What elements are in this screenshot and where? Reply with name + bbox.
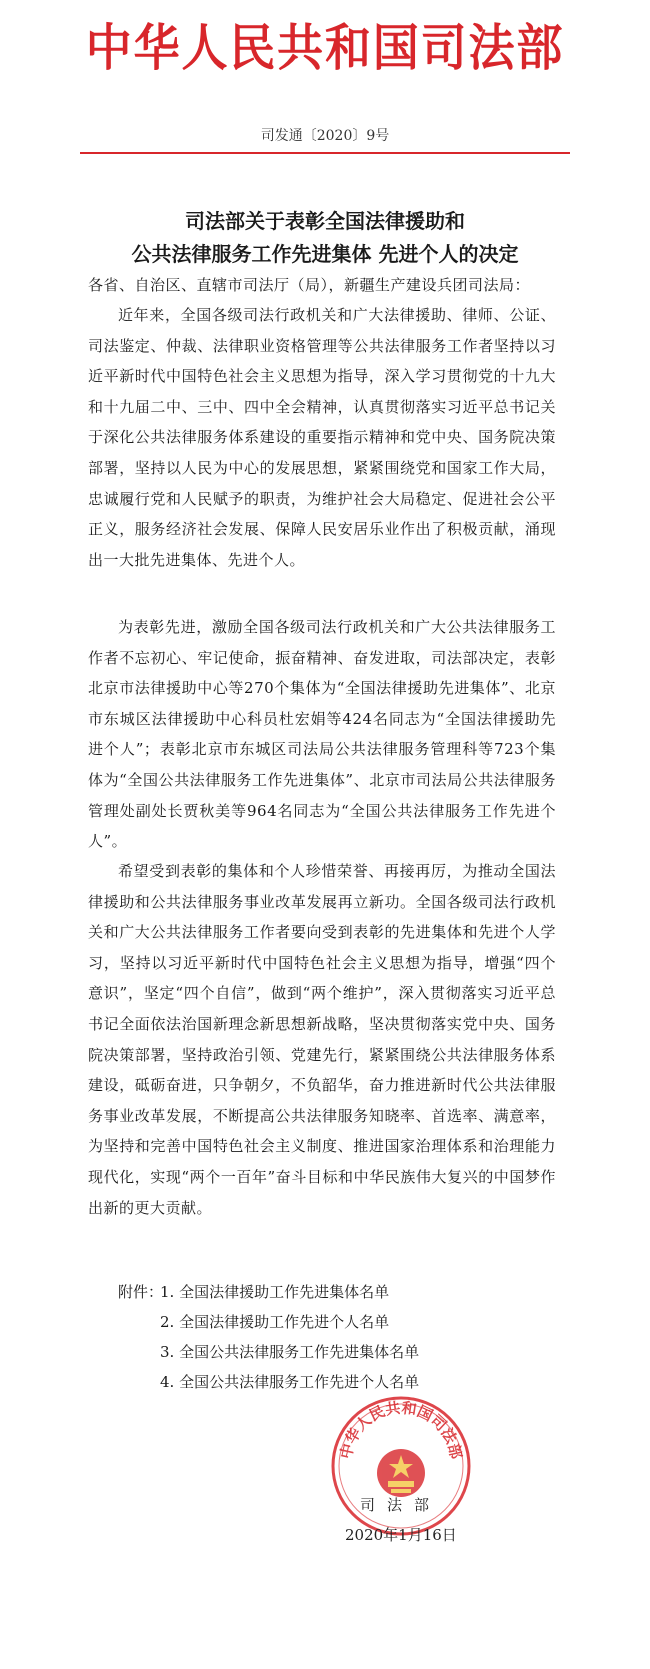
attachment-item: 3. 全国公共法律服务工作先进集体名单	[160, 1343, 420, 1361]
signer-name: 司法部	[360, 1496, 442, 1514]
document-title-line-1: 司法部关于表彰全国法律援助和	[185, 209, 465, 233]
paragraph-3: 希望受到表彰的集体和个人珍惜荣誉、再接再厉，为推动全国法律援助和公共法律服务事业改革发展再立新功。全国各级司法行政机关和广大公共法律服务工作者要向受到表彰的先进集体和先进个人学习，坚持以习近平新时代中国特色社会主义思想为指导，增强“四个意识”，坚定“四个自信”，做到“两个维护”，深入贯彻落实习近平总书记全面依法治国新理念新思想新战略，坚决贯彻落实党中央、国务院决策部署，坚持政治引领、党建先行，紧紧围绕公共法律服务体系建设，砥砺奋进，只争朝夕，不负韶华，奋力推进新时代公共法律服务事业改革发展，不断提高公共法律服务知晓率、首选率、满意率，为坚持和完善中国特色社会主义制度、推进国家治理体系和治理能力现代化，实现“两个一百年”奋斗目标和中华民族伟大复兴的中国梦作出新的更大贡献。	[88, 862, 556, 1217]
attachments-label: 附件：	[118, 1283, 164, 1301]
paragraph-2: 为表彰先进，激励全国各级司法行政机关和广大公共法律服务工作者不忘初心、牢记使命，振奋精神、奋发进取，司法部决定，表彰北京市法律援助中心等270个集体为“全国法律援助先进集体”、北京市东城区法律援助中心科员杜宏娟等424名同志为“全国法律援助先进个人”；表彰北京市东城区司法局公共法律服务管理科等723个集体为“全国公共法律服务工作先进集体”、北京市司法局公共法律服务管理处副处长贾秋美等964名同志为“全国公共法律服务工作先进个人”。	[88, 618, 556, 851]
signing-date: 2020年1月16日	[345, 1526, 457, 1544]
salutation: 各省、自治区、直辖市司法厅（局），新疆生产建设兵团司法局：	[88, 276, 531, 294]
document-number: 司发通〔2020〕9号	[260, 128, 390, 144]
attachments-list	[160, 1277, 419, 1397]
official-seal-stamp	[330, 1395, 472, 1537]
svg-text:中华人民共和国司法部: 中华人民共和国司法部	[336, 1398, 466, 1461]
document-title-line-2: 公共法律服务工作先进集体 先进个人的决定	[131, 242, 519, 266]
paragraph-1: 近年来，全国各级司法行政机关和广大法律援助、律师、公证、司法鉴定、仲裁、法律职业资格管理等公共法律服务工作者坚持以习近平新时代中国特色社会主义思想为指导，深入学习贯彻党的十九大和十九届二中、三中、四中全会精神，认真贯彻落实习近平总书记关于深化公共法律服务体系建设的重要指示精神和党中央、国务院决策部署，坚持以人民为中心的发展思想，紧紧围绕党和国家工作大局，忠诚履行党和人民赋予的职责，为维护社会大局稳定、促进社会公平正义，服务经济社会发展、保障人民安居乐业作出了积极贡献，涌现出一大批先进集体、先进个人。	[88, 306, 556, 569]
letterhead: 中华人民共和国司法部	[85, 19, 565, 77]
attachment-item: 4. 全国公共法律服务工作先进个人名单	[160, 1373, 420, 1391]
national-emblem-icon	[377, 1449, 425, 1497]
attachment-item: 1. 全国法律援助工作先进集体名单	[160, 1283, 390, 1301]
red-divider-line	[80, 152, 570, 154]
attachment-item: 2. 全国法律援助工作先进个人名单	[160, 1313, 390, 1331]
